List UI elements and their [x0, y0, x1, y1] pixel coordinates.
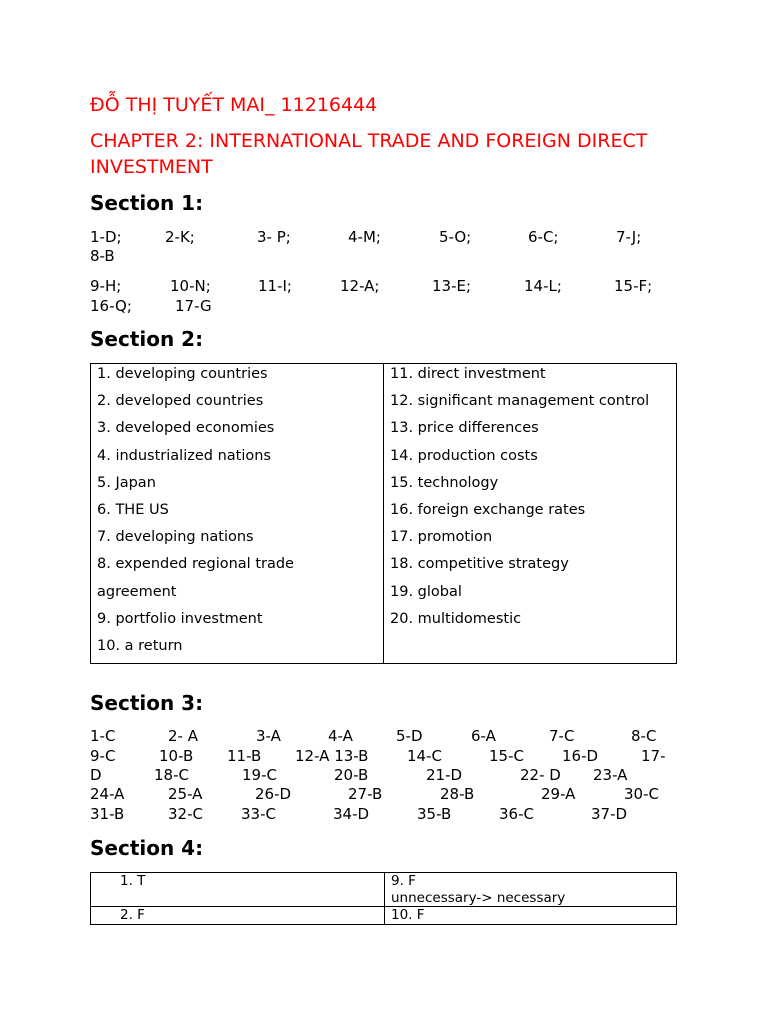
table-row — [91, 873, 677, 907]
answer: 19-C — [242, 766, 277, 784]
table-cell-line: 11. direct investment — [390, 366, 546, 382]
table-cell-line: 3. developed economies — [97, 420, 275, 437]
answer: 2- A — [168, 727, 198, 745]
table-cell-line: 13. price differences — [390, 420, 539, 437]
table-cell-line: 14. production costs — [390, 447, 538, 464]
table-cell-line: 6. THE US — [97, 501, 169, 518]
section-1-line-2: 8-B — [90, 247, 115, 265]
section-2-right-column — [384, 364, 677, 664]
answer: 17-G — [175, 297, 212, 315]
answer: 31-B — [90, 805, 125, 823]
table-row — [91, 907, 677, 925]
answer: 28-B — [440, 785, 475, 803]
table-cell-line: agreement — [97, 583, 177, 600]
answer: 15-C — [489, 747, 524, 765]
table-cell-line: 4. industrialized nations — [97, 447, 271, 464]
answer: 1-C — [90, 727, 116, 745]
answer: 23-A — [593, 766, 628, 784]
answer: 35-B — [417, 805, 452, 823]
table-cell-line: 9. portfolio investment — [97, 610, 263, 627]
answer: 14-C — [407, 747, 442, 765]
table-cell-line: 16. foreign exchange rates — [390, 501, 586, 518]
answer: 4-A — [328, 727, 353, 745]
section-4-table — [90, 872, 677, 925]
table-cell-line: 10. a return — [97, 637, 183, 654]
answer: 18-C — [154, 766, 189, 784]
answer: 12-A 13-B — [295, 747, 369, 765]
answer: D — [90, 766, 102, 784]
table-cell-line: 8. expended regional trade — [97, 556, 294, 573]
answer: 1-D; — [90, 228, 122, 246]
table-cell-line: 15. technology — [390, 474, 499, 491]
table-cell-line: 9. F — [391, 873, 416, 889]
answer: 13-E; — [432, 277, 472, 295]
table-cell-line: 5. Japan — [97, 474, 156, 491]
answer: 29-A — [541, 785, 576, 803]
table-cell-line: 20. multidomestic — [390, 610, 522, 627]
table-cell-line: 12. significant management control — [390, 393, 650, 410]
section-3-heading: Section 3: — [90, 691, 204, 715]
answer: 3- P; — [257, 228, 291, 246]
table-cell: 10. F — [385, 907, 677, 925]
answer: 14-L; — [524, 277, 562, 295]
answer: 10-B — [159, 747, 194, 765]
answer: 27-B — [348, 785, 383, 803]
table-cell-line: 7. developing nations — [97, 529, 254, 546]
chapter-title: CHAPTER 2: INTERNATIONAL TRADE AND FOREIGN DIRECT INVESTMENT — [90, 130, 648, 178]
table-cell-line: 19. global — [390, 583, 462, 600]
answer: 25-A — [168, 785, 203, 803]
answer: 26-D — [255, 785, 292, 803]
section-1-heading: Section 1: — [90, 191, 204, 215]
answer: 9-C — [90, 747, 116, 765]
section-2-table — [90, 363, 677, 664]
answer: 33-C — [241, 805, 276, 823]
answer: 37-D — [591, 805, 628, 823]
table-cell: 2. F — [91, 907, 385, 925]
section-2-heading: Section 2: — [90, 327, 204, 351]
author-line: ĐỖ THỊ TUYẾT MAI_ 11216444 — [90, 94, 378, 116]
table-cell-line: 2. developed countries — [97, 393, 264, 410]
table-cell-line: 1. developing countries — [97, 366, 268, 382]
answer: 20-B — [334, 766, 369, 784]
answer: 12-A; — [340, 277, 380, 295]
answer: 32-C — [168, 805, 203, 823]
answer: 22- D — [520, 766, 561, 784]
answer: 6-C; — [528, 228, 559, 246]
section-4-heading: Section 4: — [90, 836, 204, 860]
table-cell: 1. T — [91, 873, 385, 907]
answer: 5-D — [396, 727, 423, 745]
section-2-left-column — [91, 364, 384, 664]
answer: 16-D — [562, 747, 599, 765]
answer: 6-A — [471, 727, 496, 745]
answer: 7-C — [549, 727, 575, 745]
answer: 8-C — [631, 727, 657, 745]
answer: 10-N; — [170, 277, 211, 295]
answer: 5-O; — [439, 228, 472, 246]
table-cell — [385, 873, 677, 907]
answer: 30-C — [624, 785, 659, 803]
answer: 9-H; — [90, 277, 122, 295]
answer: 36-C — [499, 805, 534, 823]
table-cell-line: 17. promotion — [390, 529, 493, 546]
answer: 4-M; — [348, 228, 381, 246]
answer: 11-I; — [258, 277, 292, 295]
answer: 17- — [641, 747, 666, 765]
answer: 15-F; — [614, 277, 653, 295]
answer: 7-J; — [616, 228, 642, 246]
table-cell-line: unnecessary-> necessary — [391, 889, 566, 906]
answer: 3-A — [256, 727, 281, 745]
answer: 11-B — [227, 747, 262, 765]
answer: 21-D — [426, 766, 463, 784]
answer: 2-K; — [165, 228, 195, 246]
answer: 24-A — [90, 785, 125, 803]
answer: 34-D — [333, 805, 370, 823]
table-cell-line: 18. competitive strategy — [390, 556, 569, 573]
answer: 16-Q; — [90, 297, 132, 315]
